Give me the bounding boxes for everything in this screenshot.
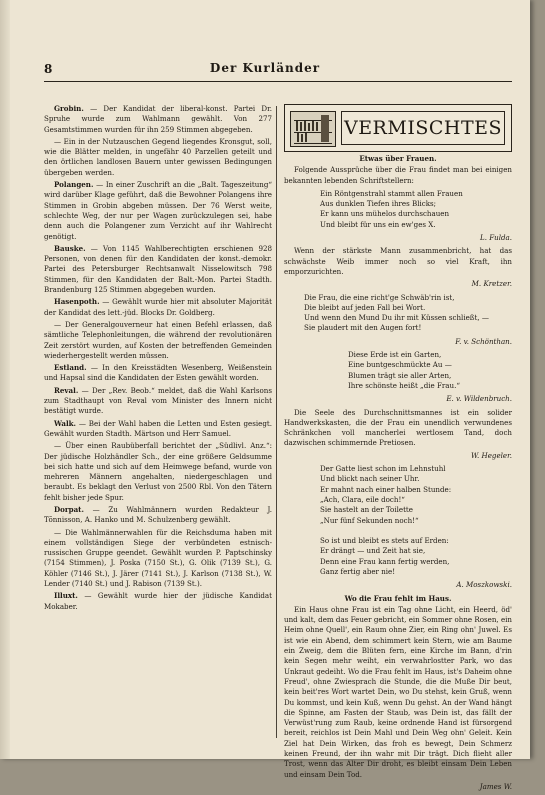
poem-line: Und wenn den Mund Du ihr mit Küssen schließt, — <box>304 313 489 323</box>
poem-3-author: F. v. Schönthan. <box>455 336 512 346</box>
poem-line: So ist und bleibt es stets auf Erden: <box>320 536 449 546</box>
poem-line: „Nur fünf Sekunden noch!“ <box>320 515 419 525</box>
news-item-text: — In einer Zuschrift an die „Balt. Tageszeitung“ wird darüber Klage geführt, daß die Bewohner Polangens ihre Stimmen in Grobin abgeben müssen. Der 76 Werst weite, schlechte Weg, der nur per Wagen zurückzulegen sei, habe denn auch die Polangener zum Verzicht auf ihr Wahlrecht genötigt. <box>44 180 272 241</box>
news-item-place: Dorpat. <box>54 504 84 514</box>
poem-line: Ihre schönste heißt „die Frau.“ <box>348 380 460 390</box>
poem-line: Eine buntgeschmückte Au — <box>348 360 452 370</box>
poem-line: Und blickt nach seiner Uhr. <box>320 474 420 484</box>
news-item-place: Polangen. <box>54 180 94 190</box>
poem-line: Die Frau, die eine richt'ge Schwäb'rin ist, <box>304 292 455 302</box>
news-item-place: Estland. <box>54 363 87 373</box>
poem-line: Blumen trägt sie aller Arten, <box>348 370 452 380</box>
poem-line: Ganz fertig aber nie! <box>320 566 396 576</box>
news-item-place: Grobin. <box>54 104 84 113</box>
poem-6 <box>284 464 512 577</box>
news-item-text: — Ein in der Nutzauschen Gegend liegendes Kronsgut, soll, wie die Blätter melden, in ungefähr 40 Parzellen geteilt und den örtlichen landlosen Bauern unter gewissen Bedingungen übergeben werden. <box>44 136 272 177</box>
news-item <box>44 297 272 318</box>
section2-title: Wo die Frau fehlt im Haus. <box>344 593 452 603</box>
poem-1 <box>284 189 512 230</box>
running-title: Der Kurländer <box>209 61 321 75</box>
section2-author: James W. <box>479 781 512 791</box>
poem-3 <box>284 293 512 334</box>
poem-line: Er mahnt nach einer halben Stunde: <box>320 484 452 494</box>
column-divider <box>276 106 277 738</box>
news-item <box>44 386 272 417</box>
news-item-text: — Die Wahlmännerwahlen für die Reichsduma haben mit einem vollständigen Siege der verbündeten estnisch-russischen Gruppe geendet. Gewählt wurden P. Paptschinsky (7154 Stimmen), J. Poska (7150 St.), G. Olik (7139 St.), G. Köhler (7146 St.), J. Järer (7141 St.), J. Karlson (7138 St.), W. Lender (7140 St.) und J. Rabison (7139 St.). <box>44 527 272 589</box>
page-binding <box>0 0 10 759</box>
news-item-text: — Bei der Wahl haben die Letten und Esten gesiegt. Gewählt wurden Stadth. Märtson und Herr Samuel. <box>44 418 272 438</box>
right-column <box>284 104 512 795</box>
news-item-text: — Gewählt wurde hier mit absoluter Majorität der Kandidat des lett.-jüd. Blocks Dr. Goldberg. <box>44 297 272 317</box>
poem-4 <box>284 350 512 391</box>
news-item <box>44 528 272 590</box>
poem-line: Er drängt — und Zeit hat sie, <box>320 546 426 556</box>
news-item <box>44 180 272 242</box>
news-item-text: — Der „Rev. Beob.“ meldet, daß die Wahl Karlsons zum Stadthaupt von Reval vom Minister des Innern nicht bestätigt wurde. <box>44 385 272 416</box>
quote-5-author: W. Hegeler. <box>470 450 512 460</box>
news-item-place: Illuxt. <box>54 591 78 601</box>
news-item-text: — Gewählt wurde hier der jüdische Kandidat Mokaber. <box>44 591 272 611</box>
poem-line: Der Gatte liest schon im Lehnstuhl <box>320 464 446 474</box>
poem-line: Denn eine Frau kann fertig werden, <box>320 556 450 566</box>
section1-intro: Folgende Aussprüche über die Frau findet man bei einigen bekannten lebenden Schriftstellern: <box>284 165 512 185</box>
news-item-place: Bauske. <box>54 243 86 253</box>
poem-line: Ein Röntgenstrahl stammt allen Frauen <box>320 188 463 198</box>
news-item-text: — Über einen Raubüberfall berichtet der „Südlivl. Anz.“: Der jüdische Holzhändler Sch., der eine größere Geldsumme bei sich hatte und sich auf dem Heimwege befand, wurde von mehreren Männern angehalten, niedergeschlagen und beraubt. Es beklagt den Verlust von 2500 Rbl. Von den Tätern fehlt bisher jede Spur. <box>44 441 272 502</box>
poem-line: Und bleibt für uns ein ew'ges X. <box>320 219 436 229</box>
poem-6-author: A. Moszkowski. <box>456 580 512 590</box>
news-item <box>44 591 272 612</box>
poem-line: Aus dunklen Tiefen ihres Blicks; <box>320 199 437 209</box>
news-item-place: Reval. <box>54 385 79 395</box>
quote-5: Die Seele des Durchschnittsmannes ist ein solider Handwerkskasten, die der Frau ein unendlich verwundenes Schränkchen voll mancherlei wertlosem Tand, doch dazwischen schimmernde Pretiosen. <box>284 407 512 448</box>
news-item <box>44 419 272 440</box>
poem-line <box>320 526 512 536</box>
news-item <box>44 505 272 526</box>
poem-4-author: E. v. Wildenbruch. <box>446 394 512 404</box>
section2-text: Ein Haus ohne Frau ist ein Tag ohne Licht, ein Heerd, öd' und kalt, dem das Feuer gebricht, ein Sommer ohne Rosen, ein Heim ohne Quell', ein Raum ohne Zier, ein Ring ohn' Juwel. Es ist wie ein Abend, dem schimmert kein Stern, wie am Baume ein Zweig, dem die Blüten fern, eine Kirche im Bann, d'rin kein Segen mehr weiht, ein verwahrlostter Park, wo das Unkraut gedeiht. Wo die Frau fehlt im Haus, ist's Daheim ohne Freud', ohne Zwiesprach die Stunde, die die Muße Dir beut, kein beit'res Wort wartet Dein, wo Du stehst, kein Gruß, wenn Du kommst, und kein Kuß, wenn Du gehst. An der Wand hängt die Spinne, am Fasten der Staub, was Dein ist, das fällt der Verwüst'rung zum Raub, keine ordnende Hand ist fürsorgend bereit, reichlos ist Dein Mahl und Dein Weg ohn' Geleit. Kein Ziel hat Dein Wirken, das froh es bewegt, Dein Schmerz keinen Freund, der ihn wahr mit Dir trägt. Dich flieht aller Trost, wenn das Alter Dir droht, es bleibt einsam Dein Leben und einsam Dein Tod. <box>284 604 512 779</box>
bookshelf-illustration <box>290 111 336 147</box>
news-item-text: — In den Kreisstädten Wesenberg, Weißenstein und Hapsal sind die Kandidaten der Esten gewählt worden. <box>44 363 272 383</box>
section1-title: Etwas über Frauen. <box>359 154 437 163</box>
header-rule <box>44 81 512 82</box>
news-item <box>44 104 272 135</box>
news-item <box>44 320 272 361</box>
news-item-text: — Der Kandidat der liberal-konst. Partei Dr. Spruhe wurde zum Wahlmann gewählt. Von 277 Gesamtstimmen wurden für ihn 259 Stimmen abgegeben. <box>44 104 272 134</box>
news-item <box>44 441 272 503</box>
poem-line: „Ach, Clara, eile doch!“ <box>320 494 405 504</box>
news-item-text: — Von 1145 Wahlberechtigten erschienen 928 Personen, von denen für den Kandidaten der konst.-demokr. Partei des Petersburger Rechtsanwalt Nisselowitsch 798 Stimmen, für den Kandidaten der Balt.-Mon. Partei Stadth. Brandenburg 125 Stimmen abgegeben wurden. <box>44 243 272 295</box>
news-item <box>44 244 272 295</box>
news-item-place: Hasenpoth. <box>54 297 100 307</box>
poem-1-author: L. Fulda. <box>479 233 512 243</box>
news-item-text: — Zu Wahlmännern wurden Redakteur J. Tõnnisson, A. Hanko und M. Schulzenberg gewählt. <box>44 504 272 525</box>
news-item <box>44 137 272 178</box>
poem-line: Sie plaudert mit den Augen fort! <box>304 323 422 333</box>
poem-line: Diese Erde ist ein Garten, <box>348 350 442 360</box>
news-item <box>44 363 272 384</box>
poem-line: Die bleibt auf jeden Fall bei Wort. <box>304 302 426 312</box>
section-title: VERMISCHTES <box>341 111 505 145</box>
left-column <box>44 104 272 614</box>
page-number: 8 <box>44 62 53 76</box>
poem-line: Sie hastelt an der Toilette <box>320 505 413 515</box>
news-item-place: Walk. <box>54 418 77 428</box>
news-item-text: — Der Generalgouverneur hat einen Befehl erlassen, daß sämtliche Telephonleitungen, die während der revolutionären Zeit zerstört wurden, auf Kosten der betreffenden Gemeinden wiederhergestellt werden müssen. <box>44 319 272 360</box>
quote-2-author: M. Kretzer. <box>471 279 512 289</box>
quote-2: Wenn der stärkste Mann zusammenbricht, hat das schwächste Weib immer noch so viel Kraft, ihn emporzurichten. <box>284 246 512 276</box>
poem-line: Er kann uns mühelos durchschauen <box>320 209 450 219</box>
vermischtes-banner <box>284 104 512 152</box>
